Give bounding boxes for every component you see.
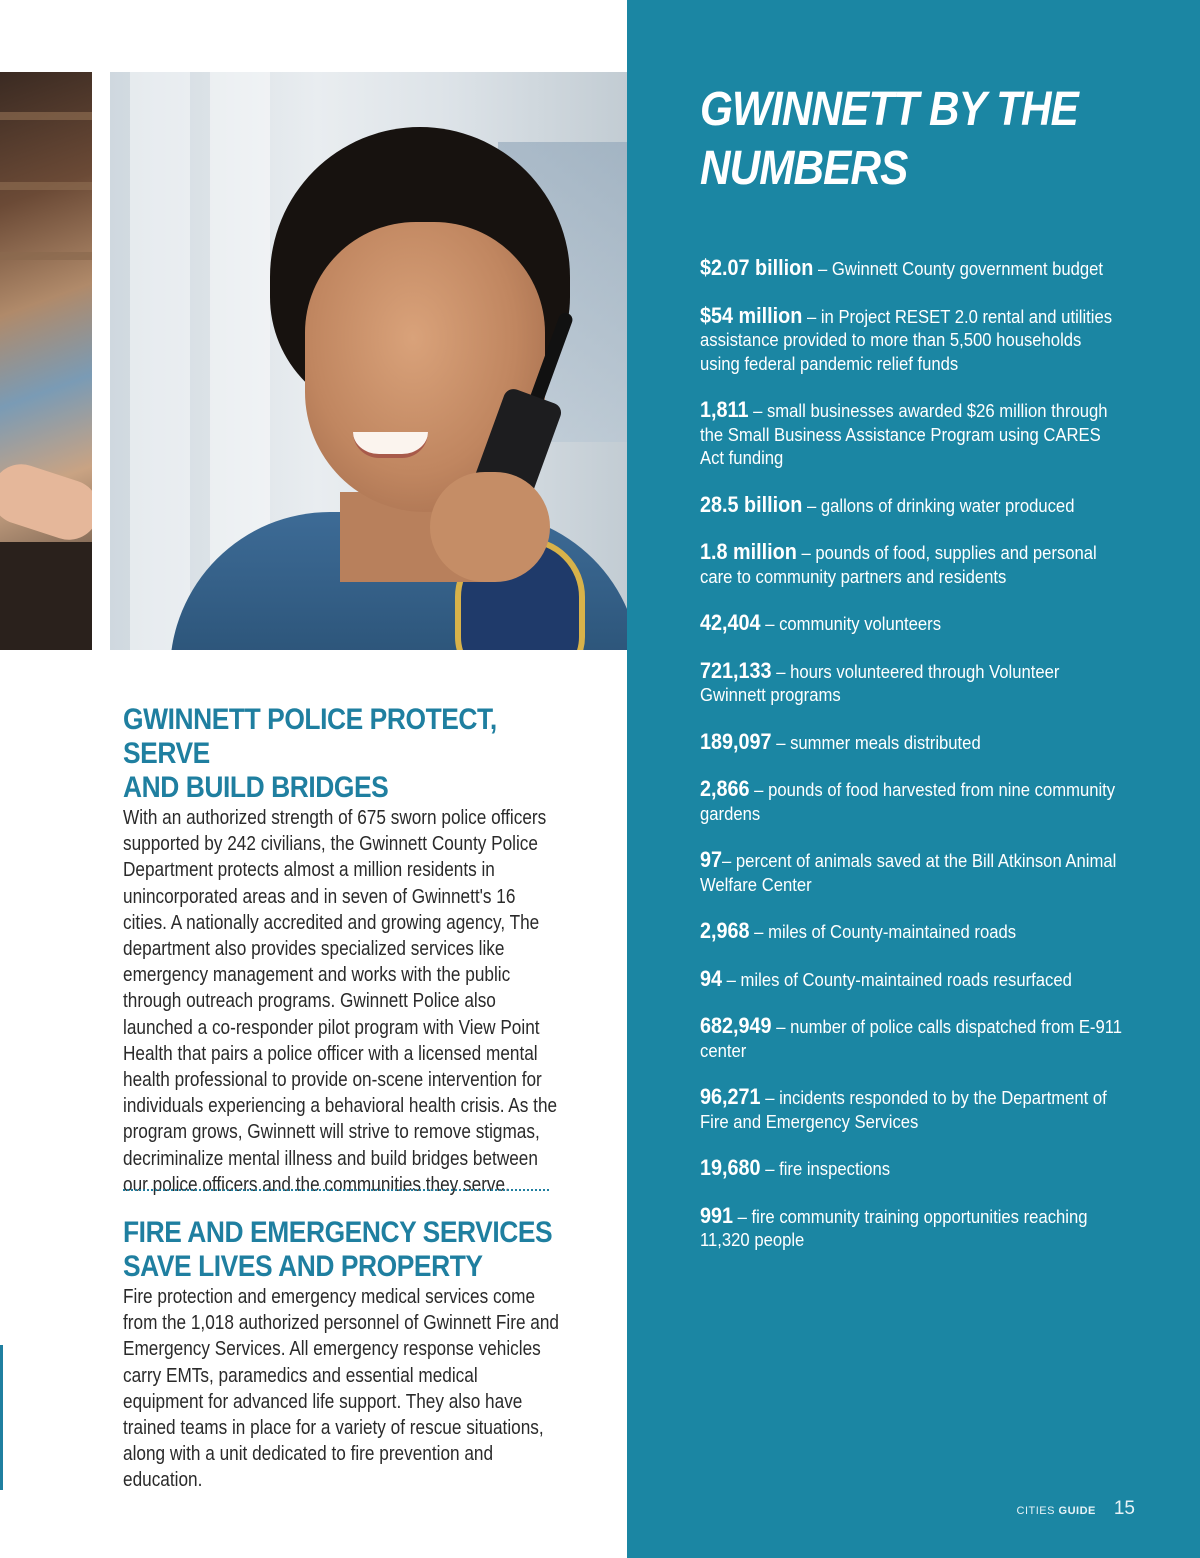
stat-number: 19,680: [700, 1155, 761, 1180]
wall-column: [130, 72, 190, 650]
officer-hand: [430, 472, 550, 582]
stat-number: 721,133: [700, 657, 772, 683]
stat-number: 682,949: [700, 1013, 772, 1038]
stat-item: [700, 919, 1123, 944]
stat-number: 991: [700, 1202, 734, 1228]
stat-number: 28.5 billion: [700, 491, 803, 517]
stat-number: 96,271: [700, 1084, 761, 1109]
writing-arm: [0, 456, 92, 547]
publication-prefix: CITIES: [1016, 1505, 1055, 1517]
stat-item: [700, 540, 1123, 588]
stat-description: – community volunteers: [760, 613, 942, 634]
stat-number: $2.07 billion: [700, 255, 814, 280]
publication-bold: GUIDE: [1058, 1505, 1096, 1517]
volunteers-photo: [0, 72, 92, 650]
ceiling-beam: [0, 252, 92, 260]
stat-description: – summer meals distributed: [771, 731, 981, 753]
stat-number: 2,866: [700, 776, 750, 801]
stat-description: – hours volunteered through Volunteer Gwinnett programs: [700, 660, 1060, 705]
stat-item: [700, 304, 1123, 376]
publication-name: [1017, 1505, 1096, 1517]
ceiling-beam: [0, 112, 92, 120]
stat-number: 42,404: [700, 610, 761, 635]
stat-description: – pounds of food, supplies and personal care to community partners and residents: [700, 542, 1097, 587]
stat-number: 1,811: [700, 397, 749, 422]
stat-description: – pounds of food harvested from nine community gardens: [700, 779, 1116, 824]
stat-item: [700, 1204, 1123, 1252]
stat-item: [700, 1085, 1123, 1133]
stat-item: [700, 848, 1123, 896]
stat-description: – gallons of drinking water produced: [802, 494, 1075, 516]
stat-description: – incidents responded to by the Department of Fire and Emergency Services: [700, 1087, 1107, 1132]
stat-number: 97: [700, 847, 723, 872]
panel-title: [700, 80, 1105, 198]
page-number: 15: [1113, 1498, 1135, 1519]
table-surface: [0, 542, 92, 650]
stat-description: – miles of County-maintained roads resurfaced: [722, 968, 1072, 990]
stat-number: 1.8 million: [700, 539, 797, 564]
panel-title-line1: GWINNETT BY THE: [700, 83, 1078, 136]
stat-item: [700, 1156, 1123, 1181]
stat-description: – miles of County-maintained roads: [749, 921, 1017, 942]
stat-item: [700, 611, 1123, 636]
ceiling-beam: [0, 182, 92, 190]
police-heading: [123, 703, 563, 805]
stat-item: [700, 659, 1123, 707]
left-edge-accent: [0, 1345, 3, 1490]
police-heading-line2: AND BUILD BRIDGES: [123, 771, 389, 804]
stat-number: 94: [700, 965, 723, 991]
fire-article: [123, 1216, 563, 1494]
fire-heading: [123, 1216, 563, 1284]
stat-item: [700, 1014, 1123, 1062]
stat-description: – number of police calls dispatched from E-911 center: [700, 1016, 1123, 1061]
stat-description: – small businesses awarded $26 million through the Small Business Assistance Program using CARES Act funding: [700, 400, 1108, 468]
stat-number: 189,097: [700, 728, 772, 754]
police-body: With an authorized strength of 675 sworn police officers supported by 242 civilians, the Gwinnett County Police Department protects almost a million residents in unincorporated areas and in seven of Gwinnett's 16 cities. A nationally accredited and growing agency, The department also provides specialized services like emergency management and works with the public through outreach programs. Gwinnett Police also launched a co-responder pilot program with View Point Health that pairs a police officer with a licensed mental health professional to provide on-scene intervention for individuals experiencing a behavioral health crisis. As the program grows, Gwinnett will strive to remove stigmas, decriminalize mental illness and build bridges between our police officers and the communities they serve.: [123, 807, 558, 1196]
police-heading-line1: GWINNETT POLICE PROTECT, SERVE: [123, 703, 497, 770]
section-divider: [123, 1189, 549, 1191]
stat-item: [700, 493, 1123, 518]
stat-item: [700, 398, 1123, 470]
stat-item: [700, 730, 1123, 755]
stat-item: [700, 777, 1123, 825]
stat-description: – in Project RESET 2.0 rental and utilities assistance provided to more than 5,500 households using federal pandemic relief funds: [700, 305, 1113, 374]
police-officer-photo: [110, 72, 628, 650]
page-footer: [1017, 1498, 1136, 1520]
fire-heading-line2: SAVE LIVES AND PROPERTY: [123, 1250, 483, 1283]
fire-heading-line1: FIRE AND EMERGENCY SERVICES: [123, 1216, 553, 1249]
stat-number: $54 million: [700, 302, 803, 328]
stat-item: [700, 967, 1123, 992]
fire-body: Fire protection and emergency medical services come from the 1,018 authorized personnel of Gwinnett Fire and Emergency Services. All emergency response vehicles carry EMTs, paramedics and essential medical equipment for advanced life support. They also have trained teams in place for a variety of rescue situations, along with a unit dedicated to fire prevention and education.: [123, 1286, 559, 1492]
stat-number: 2,968: [700, 918, 750, 943]
panel-title-line2: NUMBERS: [700, 142, 908, 195]
stat-item: [700, 256, 1123, 281]
stats-list: [700, 256, 1180, 1275]
by-the-numbers-panel: [627, 0, 1200, 1558]
stat-description: – Gwinnett County government budget: [813, 258, 1104, 279]
stat-description: – percent of animals saved at the Bill Atkinson Animal Welfare Center: [700, 850, 1117, 895]
stat-description: – fire inspections: [760, 1158, 891, 1179]
stat-description: – fire community training opportunities reaching 11,320 people: [700, 1205, 1088, 1250]
police-article: [123, 703, 563, 1198]
